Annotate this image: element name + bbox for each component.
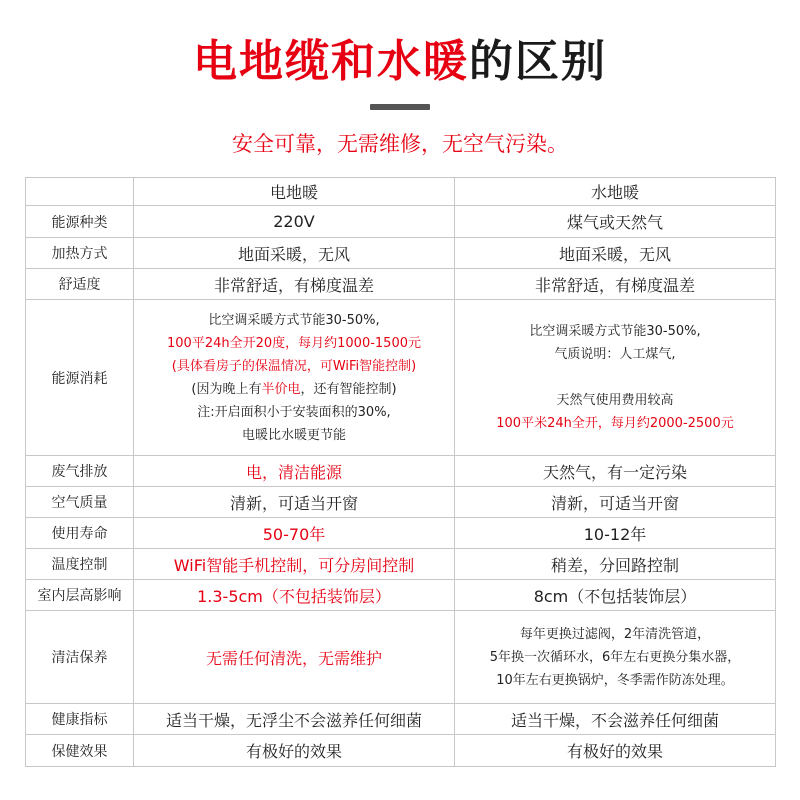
- cell-water: 非常舒适，有梯度温差: [455, 269, 776, 300]
- table-row: [26, 735, 776, 767]
- table-row: [26, 456, 776, 487]
- cell-water: 8cm（不包括装饰层）: [455, 580, 776, 611]
- cell-electric: 50-70年: [134, 518, 455, 549]
- energy-line-part: ，还有智能控制): [300, 381, 397, 397]
- blank-line: [459, 366, 771, 389]
- header-water-heating: 水地暖: [455, 178, 776, 206]
- row-label: 空气质量: [26, 487, 134, 518]
- cell-water: 适当干燥，不会滋养任何细菌: [455, 704, 776, 735]
- cell-water: 天然气，有一定污染: [455, 456, 776, 487]
- energy-line: 比空调采暖方式节能30-50%,: [529, 324, 701, 339]
- table-row: [26, 518, 776, 549]
- maintenance-line: 每年更换过滤阀，2年清洗管道，: [519, 626, 711, 642]
- energy-line-part: (因为晚上有: [191, 381, 262, 397]
- table-row: [26, 206, 776, 238]
- row-label: 加热方式: [26, 238, 134, 269]
- subtitle: 安全可靠，无需维修，无空气污染。: [232, 132, 568, 156]
- header-empty: [26, 178, 134, 206]
- energy-line: 天然气使用费用较高: [556, 393, 674, 408]
- cell-electric: [134, 300, 455, 456]
- cell-electric: 清新，可适当开窗: [134, 487, 455, 518]
- cell-water: 有极好的效果: [455, 735, 776, 767]
- cell-electric: WiFi智能手机控制，可分房间控制: [134, 549, 455, 580]
- table-row: [26, 487, 776, 518]
- table-header-row: [26, 178, 776, 206]
- energy-line: 注:开启面积小于安装面积的30%,: [197, 404, 391, 420]
- half-price-electricity: 半价电: [261, 381, 301, 397]
- cell-water: [455, 611, 776, 704]
- cell-electric: 无需任何清洗，无需维护: [134, 611, 455, 704]
- row-label: 室内层高影响: [26, 580, 134, 611]
- maintenance-line: 10年左右更换锅炉，冬季需作防冻处理。: [496, 672, 734, 688]
- row-label: 废气排放: [26, 456, 134, 487]
- energy-line: 电暖比水暖更节能: [241, 427, 346, 443]
- energy-line: 100平米24h全开，每月约2000-2500元: [496, 416, 734, 431]
- cell-water: 10-12年: [455, 518, 776, 549]
- cell-water: [455, 300, 776, 456]
- title-black-part: 的区别: [469, 36, 607, 87]
- table-row: [26, 580, 776, 611]
- cell-water: 地面采暖，无风: [455, 238, 776, 269]
- table-row: [26, 611, 776, 704]
- cell-electric: 非常舒适，有梯度温差: [134, 269, 455, 300]
- row-label: 能源种类: [26, 206, 134, 238]
- cell-water: 稍差，分回路控制: [455, 549, 776, 580]
- maintenance-line: 5年换一次循环水，6年左右更换分集水器，: [489, 649, 741, 665]
- row-label: 清洁保养: [26, 611, 134, 704]
- table-row: [26, 269, 776, 300]
- cell-water: 清新，可适当开窗: [455, 487, 776, 518]
- cell-electric: 220V: [134, 206, 455, 238]
- cell-electric: 1.3-5cm（不包括装饰层）: [134, 580, 455, 611]
- row-label: 温度控制: [26, 549, 134, 580]
- table-row: [26, 549, 776, 580]
- cell-electric: 有极好的效果: [134, 735, 455, 767]
- title-underline: [370, 104, 430, 110]
- cell-electric: 地面采暖，无风: [134, 238, 455, 269]
- comparison-table: [25, 177, 776, 767]
- row-label: 能源消耗: [26, 300, 134, 456]
- energy-line: [138, 378, 450, 401]
- energy-line: 气质说明：人工煤气,: [554, 347, 676, 362]
- page-title: [0, 34, 800, 90]
- row-label: 舒适度: [26, 269, 134, 300]
- row-label: 保健效果: [26, 735, 134, 767]
- cell-water: 煤气或天然气: [455, 206, 776, 238]
- energy-line: 比空调采暖方式节能30-50%,: [208, 312, 380, 328]
- cell-electric: 适当干燥，无浮尘不会滋养任何细菌: [134, 704, 455, 735]
- table-row: [26, 238, 776, 269]
- table-row: [26, 704, 776, 735]
- energy-line: 100平24h全开20度，每月约1000-1500元: [167, 335, 421, 351]
- row-label: 健康指标: [26, 704, 134, 735]
- energy-line: (具体看房子的保温情况，可WiFi智能控制): [171, 358, 417, 374]
- header-electric-heating: 电地暖: [134, 178, 455, 206]
- table-row: [26, 300, 776, 456]
- row-label: 使用寿命: [26, 518, 134, 549]
- title-red-part: 电地缆和水暖: [193, 36, 469, 87]
- cell-electric: 电，清洁能源: [134, 456, 455, 487]
